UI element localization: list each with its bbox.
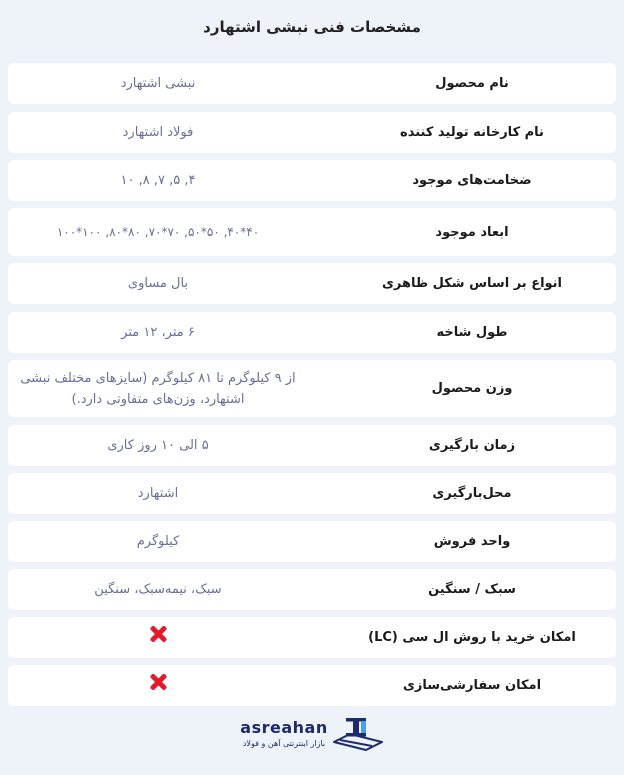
row-label: نام کارخانه تولید کننده	[400, 125, 544, 140]
row-label: ابعاد موجود	[435, 224, 509, 240]
table-row	[8, 208, 616, 256]
table-row	[8, 617, 616, 658]
row-value: سبک، نیمه‌سبک، سنگین	[94, 582, 222, 597]
row-label: واحد فروش	[433, 534, 511, 549]
row-value: بال مساوی	[127, 276, 189, 291]
table-row	[8, 360, 616, 417]
row-value	[8, 623, 308, 652]
row-label: نام محصول	[435, 76, 509, 91]
row-label: محل‌بارگیری	[432, 486, 512, 501]
table-row	[8, 425, 616, 466]
steel-beam-logo-icon	[332, 716, 384, 752]
table-row	[8, 63, 616, 104]
row-value: ۴, ۵, ۷, ۸, ۱۰	[120, 173, 196, 188]
page-title: مشخصات فنی نبشی اشتهارد	[203, 18, 421, 36]
table-row	[8, 263, 616, 304]
row-label: سبک / سنگین	[428, 582, 516, 597]
row-label: امکان خرید با روش ال سی (LC)	[368, 630, 576, 645]
table-row	[8, 160, 616, 201]
row-value: ۵ الی ۱۰ روز کاری	[107, 438, 209, 453]
row-label: ضخامت‌های موجود	[412, 173, 532, 188]
table-row	[8, 569, 616, 610]
row-label: زمان بارگیری	[428, 438, 516, 453]
row-label: امکان سفارشی‌سازی	[402, 678, 542, 693]
table-row	[8, 112, 616, 153]
row-value: ۴۰*۴۰, ۵۰*۵۰, ۷۰*۷۰, ۸۰*۸۰, ۱۰۰*۱۰۰	[56, 224, 260, 239]
row-label: طول شاخه	[436, 325, 508, 340]
row-value	[8, 671, 308, 700]
row-value: اشتهارد	[137, 486, 179, 501]
row-value: کیلوگرم	[136, 534, 180, 549]
table-row	[8, 312, 616, 353]
cross-icon	[147, 671, 169, 693]
row-value: ۶ متر، ۱۲ متر	[121, 325, 195, 340]
row-value: فولاد اشتهارد	[122, 125, 194, 140]
row-value: نبشی اشتهارد	[120, 76, 196, 91]
cross-icon	[147, 623, 169, 645]
table-row	[8, 665, 616, 706]
row-value: از ۹ کیلوگرم تا ۸۱ کیلوگرم (سایزهای مختلف نبشی اشتهارد، وزن‌های متفاوتی دارد.)	[20, 370, 296, 407]
table-row	[8, 521, 616, 562]
row-label: انواع بر اساس شکل ظاهری	[381, 276, 563, 291]
logo-text	[238, 718, 330, 750]
footer	[0, 716, 624, 756]
brand-name: asreahan	[240, 718, 328, 737]
table-row	[8, 473, 616, 514]
row-label: وزن محصول	[431, 381, 513, 396]
brand-tagline: بازار اینترنتی آهن و فولاد	[242, 739, 326, 748]
